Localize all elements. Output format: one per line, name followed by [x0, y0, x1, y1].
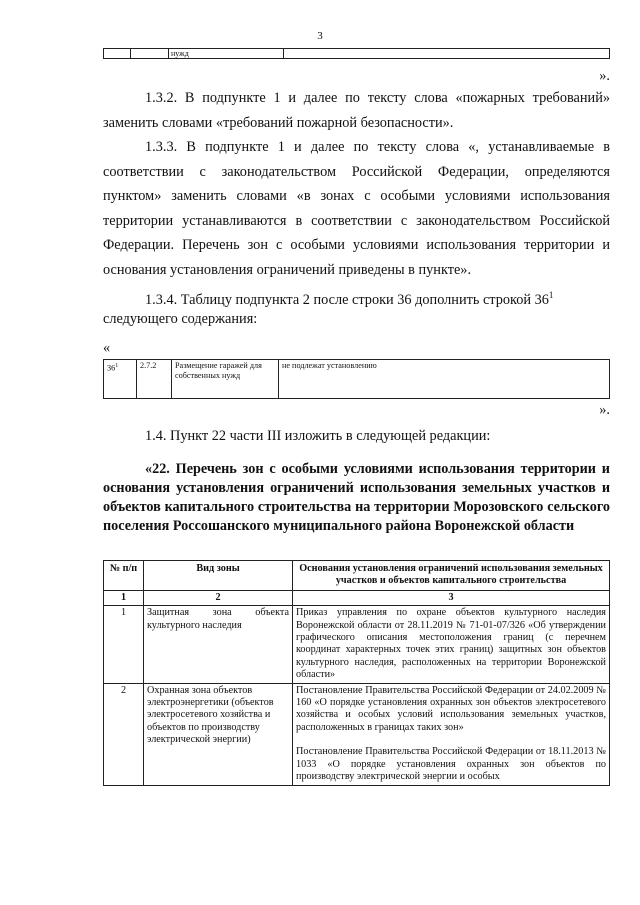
table-row — [104, 683, 610, 785]
basis-text: Постановление Правительства Российской Федерации от 18.11.2013 № 1033 «О порядке установления охранных зон объектов по производству электрической энергии и особых — [296, 746, 606, 783]
superscript: 1 — [548, 290, 554, 300]
table-cell — [104, 49, 131, 59]
row-basis: Приказ управления по охране объектов культурного наследия Воронежской области от 28.11.2019 № 71-01-07/326 «Об утверждении графического описания местоположения границ (с перечнем координат характерных точек этих границ) защитных зон объектов культурного наследия, расположенных на территории Воронежской области» — [293, 606, 610, 683]
table-row — [104, 606, 610, 683]
paragraph-1-4: 1.4. Пункт 22 части III изложить в следующей редакции: — [145, 428, 491, 444]
row-zone-type: Защитная зона объекта культурного наследия — [144, 606, 293, 683]
paragraph-1-3-4-continued: следующего содержания: — [103, 311, 258, 327]
index-cell: 1 — [104, 590, 144, 605]
row-code: 2.7.2 — [137, 360, 172, 399]
row-zone-type: Охранная зона объектов электроэнергетики (объектов электросетевого хозяйства и объектов по производству электрической энергии) — [144, 683, 293, 785]
basis-text: Постановление Правительства Российской Федерации от 24.02.2009 № 160 «О порядке установления охранных зон объектов электросетевого хозяйства и особых условий использования земельных участков, расположенных в границах таких зон» — [296, 684, 606, 733]
row-number: 2 — [104, 683, 144, 785]
table-cell — [131, 49, 169, 59]
continued-table-fragment — [103, 48, 610, 59]
row-use: Размещение гаражей для собственных нужд — [172, 360, 279, 399]
index-cell: 2 — [144, 590, 293, 605]
table-cell: нужд — [169, 49, 284, 59]
table-cell — [284, 49, 610, 59]
zones-table — [103, 560, 610, 786]
paragraph-1-3-2: 1.3.2. В подпункте 1 и далее по тексту слова «пожарных требований» заменить словами «требований пожарной безопасности». — [103, 90, 610, 131]
closing-quote: ». — [599, 402, 610, 418]
inserted-row-table — [103, 359, 610, 399]
header-basis: Основания установления ограничений использования земельных участков и объектов капитального строительства — [293, 561, 610, 591]
table-index-row — [104, 590, 610, 605]
row-value: не подлежат установлению — [279, 360, 610, 399]
paragraph-1-3-3: 1.3.3. В подпункте 1 и далее по тексту слова «, устанавливаемые в соответствии с законодательством Российской Федерации, определяются пунктом» заменить словами «в зонах с особыми условиями использования территории устанавливаются в соответствии с законодательством Российской Федерации. Перечень зон с особыми условиями использования территории и основания установления ограничений приведены в пункте». — [103, 139, 610, 278]
table-header-row — [104, 561, 610, 591]
index-cell: 3 — [293, 590, 610, 605]
table-row — [104, 360, 610, 399]
page-number: 3 — [317, 30, 323, 42]
row-number: 1 — [104, 606, 144, 683]
paragraph-text: 1.3.4. Таблицу подпункта 2 после строки 36 дополнить строкой 36 — [145, 291, 549, 308]
header-number: № п/п — [104, 561, 144, 591]
row-number: $36^1$ — [104, 360, 137, 399]
opening-quote: « — [103, 340, 111, 356]
section-heading: «22. Перечень зон с особыми условиями использования территории и основания установления ограничений использования земельных участков и объектов капитального строительства на территории Морозовского сельского поселения Россошанского муниципального района Воронежской области — [103, 461, 610, 534]
row-basis — [293, 683, 610, 785]
closing-quote: ». — [599, 68, 610, 84]
header-zone-type: Вид зоны — [144, 561, 293, 591]
